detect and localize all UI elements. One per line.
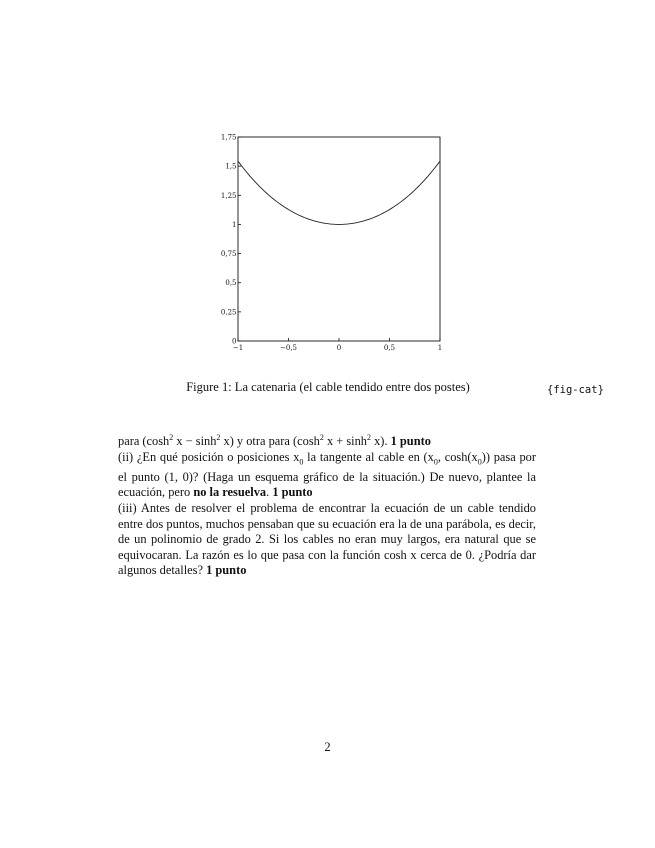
x-tick-label: 1 (437, 344, 443, 352)
points-ii: 1 punto (272, 485, 313, 500)
plot-area (221, 134, 442, 353)
y-tick-label: 0,5 (225, 279, 237, 288)
no-resuelva: no la resuelva (193, 485, 267, 500)
paragraph-iii: (iii) Antes de resolver el problema de encontrar la ecuación de un cable tendido entre dos puntos, muchos pensaban que su ecuación era la de una parábola, es decir, de un polinomio de grado 2. Si los cables no eran muy largos, era natural que se equivocaran. La razón es lo que pasa con la función cosh x cerca de 0. ¿Podría dar algunos detalles? 1 punto (118, 500, 536, 578)
x-tick-label: 0,5 (383, 344, 396, 352)
paragraph-ii: (ii) ¿En qué posición o posiciones $x_0$ la tangente al cable en ($x_0$, $\cosh(x_0)$) pasa por el punto (1, 0)? (Haga un esquema gráfico de la situación.) De nuevo, plantee la ecuación, pero no la resuelva. 1 punto (118, 449, 536, 500)
catenary-curve (238, 161, 440, 224)
y-tick-label: 0,75 (220, 250, 237, 259)
catenary-chart (205, 128, 455, 358)
y-tick-label: 1,25 (220, 191, 237, 200)
paragraph-i-end: para ($\cosh^2$ $x - \sinh^2 x$) y otra para ($\cosh^2$ $x + \sinh^2 x$). 1 punto (118, 433, 431, 449)
y-tick-label: 0 (232, 337, 237, 346)
figure-caption: Figure 1: La catenaria (el cable tendido entre dos postes) (186, 380, 470, 394)
y-tick-label: 0,25 (220, 308, 237, 317)
y-tick-label: 1,75 (220, 133, 237, 142)
plot-frame (238, 137, 440, 341)
points-iii: 1 punto (206, 563, 247, 578)
y-tick-label: 1,5 (225, 162, 237, 171)
exercise-text (118, 430, 536, 579)
points-i: 1 punto (390, 434, 431, 449)
figure-label: {fig-cat} (547, 384, 604, 396)
x-tick-label: 0 (336, 344, 342, 352)
x-tick-label: −0,5 (280, 344, 297, 352)
x-tick-label: −1 (232, 344, 244, 352)
y-tick-label: 1 (232, 220, 237, 229)
page-number: 2 (324, 740, 331, 754)
